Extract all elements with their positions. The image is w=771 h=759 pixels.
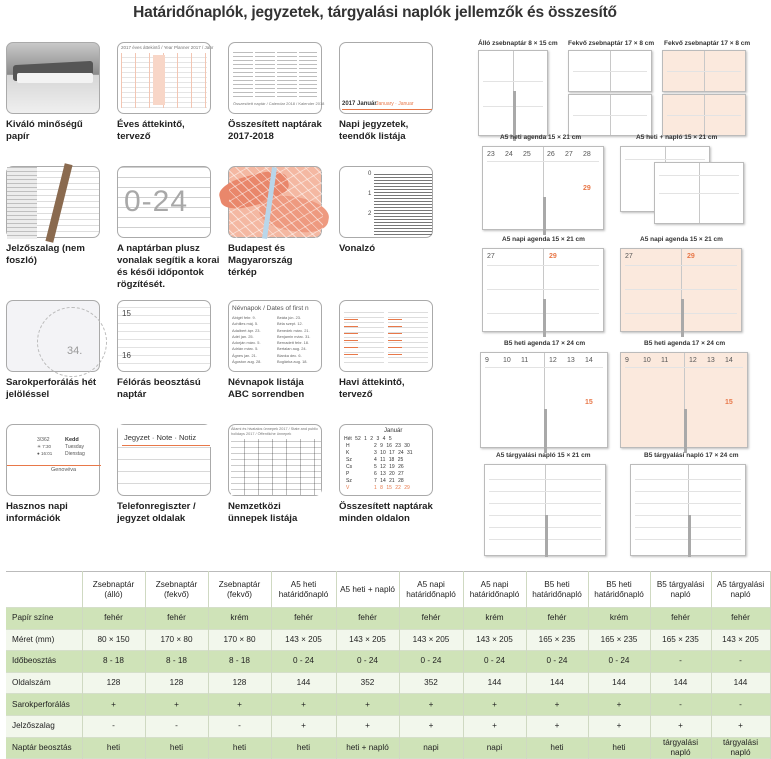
table-header: A5 heti + napló xyxy=(336,572,399,608)
table-cell: 144 xyxy=(271,672,336,694)
feature-map xyxy=(228,166,322,279)
day-num: 23 xyxy=(487,151,495,158)
table-row xyxy=(6,629,770,651)
table-cell: heti xyxy=(208,737,271,759)
table-row xyxy=(6,608,770,630)
notes-thumb xyxy=(117,424,211,496)
nameday: Boglárka aug. 18. xyxy=(277,359,308,365)
planner-pocket-portrait xyxy=(476,40,558,140)
planner-pocket-landscape-white xyxy=(566,40,654,140)
corner-number: 34. xyxy=(67,345,83,357)
table-cell: fehér xyxy=(526,608,588,630)
calendars-caption: Összesített naptár / Calendar 2018 / Kalender 2018 xyxy=(233,101,325,106)
table-cell: 8 - 18 xyxy=(145,651,208,673)
day-num: 28 xyxy=(583,151,591,158)
planner-a5-daily-white xyxy=(482,236,612,336)
planner-pocket-landscape-cream xyxy=(660,40,750,140)
planner-label: Álló zsebnaptár 8 × 15 cm xyxy=(478,40,558,47)
feature-namedays xyxy=(228,300,322,401)
day-num: 24 xyxy=(505,151,513,158)
table-cell: + xyxy=(526,694,588,716)
planner-book xyxy=(662,50,746,92)
feature-daily-notes xyxy=(339,42,433,143)
table-cell: + xyxy=(650,715,711,737)
feature-label: Jelzőszalag (nem foszló) xyxy=(6,243,85,266)
nameday: Adalbert ápr. 23. xyxy=(232,327,261,333)
row-label: Jelzőszalag xyxy=(6,715,82,737)
mini-cal-row: 7 14 21 28 xyxy=(374,478,404,484)
nameday: Benjamin márc. 31. xyxy=(277,333,311,339)
day-num: 11 xyxy=(661,357,669,364)
row-label: Időbeosztás xyxy=(6,651,82,673)
table-cell: krém xyxy=(208,608,271,630)
planner-label: A5 napi agenda 15 × 21 cm xyxy=(502,236,585,243)
table-cell: 8 - 18 xyxy=(208,651,271,673)
features-grid xyxy=(6,42,434,552)
table-cell: - xyxy=(711,694,770,716)
annual-title: 2017 éves áttekintő / Year Planner 2017 / Jahr xyxy=(121,45,214,50)
planner-book xyxy=(568,50,652,92)
nameday: Adél jan. 25. xyxy=(232,333,254,339)
mini-cal-hdr: Hét xyxy=(344,436,352,442)
feature-label: Éves áttekintő, tervező xyxy=(117,119,185,142)
table-cell: 144 xyxy=(463,672,526,694)
planner-b5-weekly-cream xyxy=(618,340,750,450)
nameday: Beáta jún. 23. xyxy=(277,315,302,320)
notes-title: Jegyzet · Note · Notiz xyxy=(124,433,197,442)
monthly-thumb xyxy=(339,300,433,372)
table-row xyxy=(6,694,770,716)
feature-label: Vonalzó xyxy=(339,243,376,254)
day-num: 14 xyxy=(725,357,733,364)
planner-label: B5 heti agenda 17 × 24 cm xyxy=(644,340,726,347)
table-cell: fehér xyxy=(650,608,711,630)
planner-book xyxy=(482,146,604,230)
table-cell: + xyxy=(208,694,271,716)
day-num: 25 xyxy=(523,151,531,158)
table-cell: fehér xyxy=(711,608,770,630)
feature-label: Kiváló minőségű papír xyxy=(6,119,83,142)
table-cell: fehér xyxy=(399,608,463,630)
table-cell: napi xyxy=(399,737,463,759)
row-label: Oldalszám xyxy=(6,672,82,694)
day-num: 26 xyxy=(547,151,555,158)
nameday: Ágoston aug. 28. xyxy=(232,359,262,365)
mini-cal-day: Sz xyxy=(346,457,352,463)
feature-label: Összesített naptárak minden oldalon xyxy=(339,501,433,524)
planner-book xyxy=(568,94,652,136)
table-cell: - xyxy=(711,651,770,673)
table-cell: krém xyxy=(588,608,650,630)
feature-calendars xyxy=(228,42,325,143)
feature-label: Nemzetközi ünnepek listája xyxy=(228,501,298,524)
info-day-en: Tuesday xyxy=(65,444,84,450)
planner-label: A5 tárgyalási napló 15 × 21 cm xyxy=(496,452,591,459)
nameday: Achilles máj. 5. xyxy=(232,321,259,327)
table-cell: napi xyxy=(463,737,526,759)
feature-label: A naptárban plusz vonalak segítik a korai és késői időpontok rögzítését. xyxy=(117,243,220,290)
planner-a5-meeting xyxy=(478,452,614,556)
table-cell: krém xyxy=(463,608,526,630)
feature-holidays xyxy=(228,424,322,525)
planner-b5-weekly-white xyxy=(480,340,614,450)
table-row xyxy=(6,672,770,694)
day-num: 29 xyxy=(549,253,557,260)
planner-book xyxy=(630,464,746,556)
feature-corner-perforation xyxy=(6,300,100,401)
day-num: 10 xyxy=(503,357,511,364)
sunday-num: 15 xyxy=(585,399,593,406)
info-day: Kedd xyxy=(65,437,79,443)
nameday: Benedek márc. 21. xyxy=(277,327,310,333)
planner-book xyxy=(480,352,608,448)
table-cell: + xyxy=(399,715,463,737)
table-cell: 0 - 24 xyxy=(526,651,588,673)
info-nameday: Genovéva xyxy=(51,467,77,473)
table-cell: 143 × 205 xyxy=(336,629,399,651)
table-header xyxy=(6,572,82,608)
feature-0-24 xyxy=(117,166,220,291)
ruler-mark: 1 xyxy=(368,191,372,197)
table-cell: heti + napló xyxy=(336,737,399,759)
table-cell: - xyxy=(145,715,208,737)
table-cell: 144 xyxy=(650,672,711,694)
planner-book xyxy=(484,464,606,556)
holidays-thumb xyxy=(228,424,322,496)
table-cell: - xyxy=(82,715,145,737)
annual-planner-thumb xyxy=(117,42,214,114)
table-header: Zsebnaptár (fekvő) xyxy=(208,572,271,608)
table-cell: 128 xyxy=(145,672,208,694)
planner-label: A5 napi agenda 15 × 21 cm xyxy=(640,236,723,243)
table-row xyxy=(6,715,770,737)
table-header: Zsebnaptár (fekvő) xyxy=(145,572,208,608)
table-header: A5 napi határidőnapló xyxy=(463,572,526,608)
mini-cal-hdr: 4 xyxy=(382,436,386,442)
table-cell: 80 × 150 xyxy=(82,629,145,651)
planner-a5-weekly xyxy=(482,134,612,234)
table-cell: heti xyxy=(145,737,208,759)
ruler-mark: 2 xyxy=(368,211,372,217)
info-sunrise: ☀ 7:30 xyxy=(37,444,52,449)
planner-label: Fekvő zsebnaptár 17 × 8 cm xyxy=(568,40,655,47)
day-num: 12 xyxy=(549,357,557,364)
mini-cal-day: P xyxy=(346,471,350,477)
table-cell: 170 × 80 xyxy=(208,629,271,651)
table-cell: 0 - 24 xyxy=(588,651,650,673)
table-cell: 143 × 205 xyxy=(711,629,770,651)
sunday-num: 15 xyxy=(725,399,733,406)
page-title: Határidőnaplók, jegyzetek, tárgyalási naplók jellemzők és összesítő xyxy=(133,4,617,21)
row-label: Méret (mm) xyxy=(6,629,82,651)
table-cell: 143 × 205 xyxy=(399,629,463,651)
table-cell: + xyxy=(711,715,770,737)
ruler-thumb xyxy=(339,166,433,238)
table-cell: 128 xyxy=(82,672,145,694)
hour-15: 15 xyxy=(122,309,131,318)
mini-cal-day: K xyxy=(346,450,350,456)
nameday: Ágnes jan. 21. xyxy=(232,352,257,358)
table-row xyxy=(6,737,770,759)
day-num: 13 xyxy=(567,357,575,364)
feature-daily-info xyxy=(6,424,100,525)
feature-label: Budapest és Magyarország térkép xyxy=(228,243,293,278)
day-num: 27 xyxy=(625,253,633,260)
info-time2: 16:01 xyxy=(40,451,53,456)
feature-label: Hasznos napi információk xyxy=(6,501,68,524)
mini-cal-row: 3 10 17 24 31 xyxy=(374,450,413,456)
row-label: Naptár beosztás xyxy=(6,737,82,759)
mini-cal-hdr: 3 xyxy=(376,436,380,442)
feature-half-hour xyxy=(117,300,211,401)
mini-cal-header xyxy=(344,436,392,442)
day-num: 9 xyxy=(625,357,629,364)
mini-calendar-thumb xyxy=(339,424,433,496)
table-header: A5 napi határidőnapló xyxy=(399,572,463,608)
table-cell: 128 xyxy=(208,672,271,694)
feature-annual xyxy=(117,42,214,143)
table-cell: tárgyalási napló xyxy=(711,737,770,759)
table-cell: + xyxy=(588,715,650,737)
info-day-de: Dienstag xyxy=(65,451,85,457)
mini-cal-row: 6 13 20 27 xyxy=(374,471,404,477)
planner-book xyxy=(654,162,744,224)
table-cell: + xyxy=(463,694,526,716)
day-num: 9 xyxy=(485,357,489,364)
table-cell: fehér xyxy=(271,608,336,630)
calendars-thumb xyxy=(228,42,325,114)
daily-notes-thumb xyxy=(339,42,433,114)
table-cell: + xyxy=(82,694,145,716)
table-cell: fehér xyxy=(82,608,145,630)
planner-label: A5 heti + napló 15 × 21 cm xyxy=(636,134,718,141)
sunday-num: 29 xyxy=(583,185,591,192)
table-cell: 165 × 235 xyxy=(526,629,588,651)
mini-cal-day: Sz xyxy=(346,478,352,484)
table-cell: 0 - 24 xyxy=(336,651,399,673)
table-cell: 143 × 205 xyxy=(271,629,336,651)
table-cell: 0 - 24 xyxy=(399,651,463,673)
info-date: 3/362 xyxy=(37,437,50,443)
table-cell: 0 - 24 xyxy=(463,651,526,673)
day-num: 13 xyxy=(707,357,715,364)
planner-label: A5 heti agenda 15 × 21 cm xyxy=(500,134,582,141)
holidays-title: Állami és hivatalos ünnepek 2017 / State and public holidays 2017 / Öffentliche ünnepek xyxy=(231,427,318,436)
namedays-title: Névnapok / Dates of first n xyxy=(232,305,309,312)
table-cell: 0 - 24 xyxy=(271,651,336,673)
planner-label: B5 tárgyalási napló 17 × 24 cm xyxy=(644,452,739,459)
daily-month-sub: January · Januar xyxy=(376,101,414,107)
ribbon-photo xyxy=(6,166,100,238)
table-cell: 170 × 80 xyxy=(145,629,208,651)
mini-cal-hdr: 2 xyxy=(370,436,374,442)
feature-notes xyxy=(117,424,211,525)
table-cell: + xyxy=(336,694,399,716)
table-cell: + xyxy=(271,694,336,716)
feature-label: Összesített naptárak 2017-2018 xyxy=(228,119,322,142)
namedays-thumb xyxy=(228,300,322,372)
table-cell: 165 × 235 xyxy=(650,629,711,651)
mini-cal-row: 2 9 16 23 30 xyxy=(374,443,410,449)
row-label: Papír színe xyxy=(6,608,82,630)
day-num: 11 xyxy=(521,357,529,364)
comparison-table xyxy=(6,571,771,759)
planner-book xyxy=(478,50,548,136)
feature-mini-calendars xyxy=(339,424,433,525)
nameday: Bianka dec. 6. xyxy=(277,352,302,358)
feature-label: Napi jegyzetek, teendők listája xyxy=(339,119,409,142)
table-cell: fehér xyxy=(336,608,399,630)
table-header: A5 heti határidőnapló xyxy=(271,572,336,608)
table-cell: - xyxy=(650,651,711,673)
planner-a5-daily-cream xyxy=(618,236,750,336)
table-row xyxy=(6,651,770,673)
table-cell: + xyxy=(271,715,336,737)
nameday: Abigél febr. 9. xyxy=(232,315,256,320)
mini-cal-hdr: 5 xyxy=(388,436,392,442)
nameday: Adorján márc. 5. xyxy=(232,340,261,346)
table-cell: + xyxy=(145,694,208,716)
feature-label: Félórás beosztású naptár xyxy=(117,377,201,400)
info-time1: 7:30 xyxy=(42,444,52,449)
nameday: Béla szept. 12. xyxy=(277,321,303,327)
table-cell: + xyxy=(336,715,399,737)
table-cell: 144 xyxy=(526,672,588,694)
table-cell: + xyxy=(588,694,650,716)
mini-cal-hdr: 52 xyxy=(355,436,361,442)
half-hour-thumb xyxy=(117,300,211,372)
table-cell: + xyxy=(463,715,526,737)
table-cell: + xyxy=(399,694,463,716)
feature-label: Havi áttekintő, tervező xyxy=(339,377,405,400)
mini-cal-day: Cs xyxy=(346,464,353,470)
feature-ribbon xyxy=(6,166,100,267)
table-cell: 144 xyxy=(588,672,650,694)
planner-label: B5 heti agenda 17 × 24 cm xyxy=(504,340,586,347)
table-body xyxy=(6,608,770,759)
table-header: B5 tárgyalási napló xyxy=(650,572,711,608)
row-label: Sarokperforálás xyxy=(6,694,82,716)
day-num: 10 xyxy=(643,357,651,364)
corner-perforation-thumb xyxy=(6,300,100,372)
feature-label: Sarokperforálás hét jelöléssel xyxy=(6,377,97,400)
mini-cal-hdr: 1 xyxy=(364,436,367,442)
day-num: 27 xyxy=(487,253,495,260)
daily-month: 2017 Január xyxy=(342,101,377,107)
table-cell: + xyxy=(526,715,588,737)
mini-cal-day: H xyxy=(346,443,350,449)
planner-overview xyxy=(474,36,750,556)
mini-cal-row: 5 12 19 26 xyxy=(374,464,404,470)
feature-label: Telefonregiszter / jegyzet oldalak xyxy=(117,501,196,524)
feature-monthly xyxy=(339,300,433,401)
planner-label: Fekvő zsebnaptár 17 × 8 cm xyxy=(664,40,751,47)
day-num: 14 xyxy=(585,357,593,364)
planner-book xyxy=(482,248,604,332)
feature-paper xyxy=(6,42,100,143)
planner-book xyxy=(620,352,748,448)
table-header: Zsebnaptár (álló) xyxy=(82,572,145,608)
table-cell: heti xyxy=(271,737,336,759)
table-cell: tárgyalási napló xyxy=(650,737,711,759)
planner-book xyxy=(620,248,742,332)
table-cell: 8 - 18 xyxy=(82,651,145,673)
table-cell: 144 xyxy=(711,672,770,694)
planner-book xyxy=(662,94,746,136)
big-time: 0-24 xyxy=(124,185,189,218)
mini-cal-month: Január xyxy=(384,428,403,434)
paper-photo xyxy=(6,42,100,114)
map-thumb xyxy=(228,166,322,238)
table-cell: - xyxy=(650,694,711,716)
nameday: Adrián márc. 5. xyxy=(232,346,259,352)
table-cell: 352 xyxy=(399,672,463,694)
feature-ruler xyxy=(339,166,433,255)
ruler-mark: 0 xyxy=(368,171,372,177)
table-cell: 352 xyxy=(336,672,399,694)
table-cell: fehér xyxy=(145,608,208,630)
table-header: A5 tárgyalási napló xyxy=(711,572,770,608)
planner-b5-meeting xyxy=(618,452,750,556)
table-cell: heti xyxy=(82,737,145,759)
day-num: 29 xyxy=(687,253,695,260)
day-num: 12 xyxy=(689,357,697,364)
table-header: B5 heti határidőnapló xyxy=(588,572,650,608)
table-cell: heti xyxy=(526,737,588,759)
mini-cal-day: V xyxy=(346,485,350,491)
mini-cal-row: 4 11 18 25 xyxy=(374,457,404,463)
time-lines-thumb xyxy=(117,166,211,238)
table-cell: 165 × 235 xyxy=(588,629,650,651)
table-header: B5 heti határidőnapló xyxy=(526,572,588,608)
table-header-row xyxy=(6,572,770,608)
table-cell: heti xyxy=(588,737,650,759)
table-cell: 143 × 205 xyxy=(463,629,526,651)
info-sunset: ● 16:01 xyxy=(37,451,53,456)
nameday: Bernadett febr. 18. xyxy=(277,340,310,346)
daily-info-thumb xyxy=(6,424,100,496)
hour-16: 16 xyxy=(122,351,131,360)
table-cell: - xyxy=(208,715,271,737)
mini-cal-row: 1 8 15 22 29 xyxy=(374,485,410,491)
day-num: 27 xyxy=(565,151,573,158)
nameday: Bertalan aug. 24. xyxy=(277,346,307,352)
feature-label: Névnapok listája ABC sorrendben xyxy=(228,377,305,400)
